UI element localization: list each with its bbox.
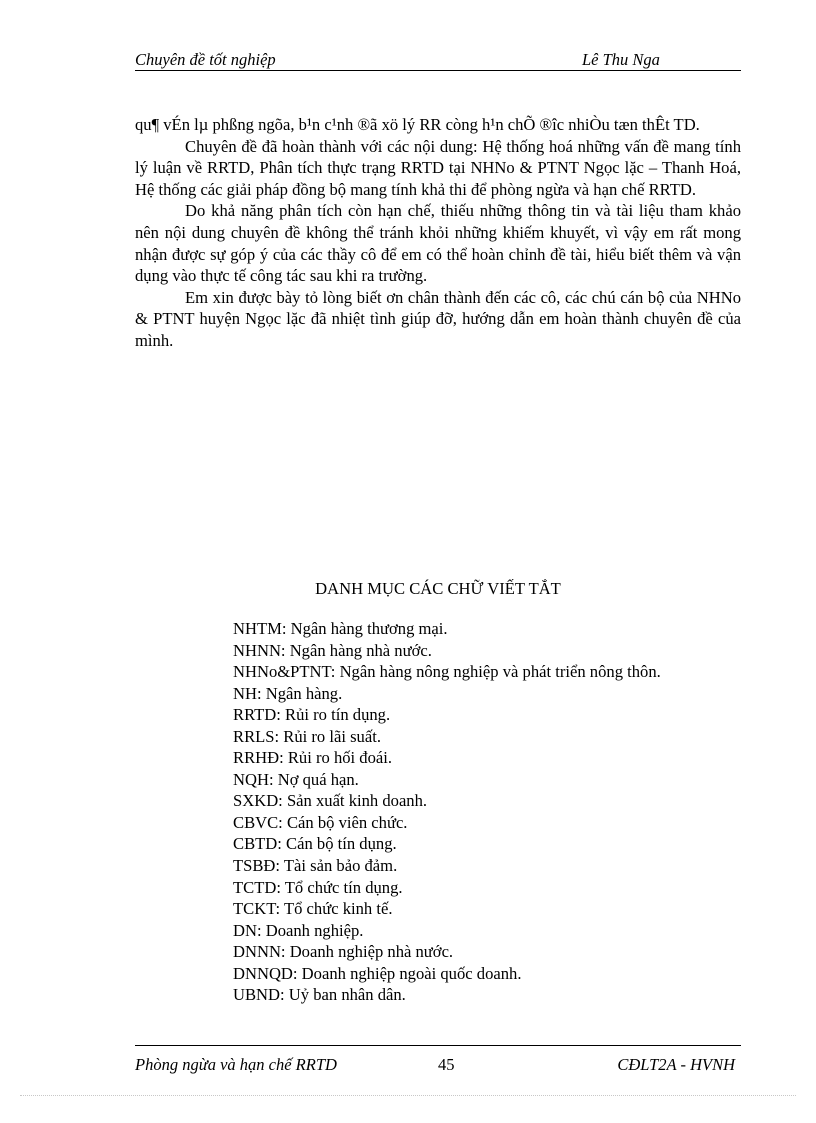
- abbreviation-item: TCTD: Tổ chức tín dụng.: [233, 877, 403, 897]
- abbreviation-item: RRTD: Rủi ro tín dụng.: [233, 705, 391, 725]
- abbreviation-item: SXKD: Sản xuất kinh doanh.: [233, 791, 428, 811]
- abbreviation-item: TSBĐ: Tài sản bảo đảm.: [233, 856, 398, 876]
- body-text: [135, 114, 741, 352]
- paragraph-4: Em xin được bày tỏ lòng biết ơn chân thành đến các cô, các chú cán bộ của NHNo & PTNT huyện Ngọc lặc đã nhiệt tình giúp đỡ, hướng dẫn em hoàn thành chuyên đề của mình.: [135, 287, 741, 350]
- abbreviation-item: RRHĐ: Rủi ro hối đoái.: [233, 748, 393, 768]
- paragraph-2: Chuyên đề đã hoàn thành với các nội dung: Hệ thống hoá những vấn đề mang tính lý luận về RRTD, Phân tích thực trạng RRTD tại NHNo & PTNT Ngọc lặc – Thanh Hoá, Hệ thống các giải pháp đồng bộ mang tính khả thi để phòng ngừa và hạn chế RRTD.: [135, 136, 741, 199]
- paragraph-1: qu¶ vÉn lµ phßng ngõa, b¹n c¹nh ®ã xö lý RR còng h¹n chÕ ®îc nhiÒu tæn thÊt TD.: [135, 115, 700, 134]
- footer-class: CĐLT2A - HVNH: [617, 1055, 735, 1074]
- abbreviation-item: RRLS: Rủi ro lãi suất.: [233, 726, 381, 746]
- page-boundary-divider: [20, 1095, 796, 1096]
- abbreviation-item: NHNo&PTNT: Ngân hàng nông nghiệp và phát triển nông thôn.: [233, 662, 661, 682]
- abbreviation-item: NHTM: Ngân hàng thương mại.: [233, 619, 448, 638]
- footer-topic: Phòng ngừa và hạn chế RRTD: [135, 1055, 337, 1074]
- page-footer: [135, 1045, 741, 1076]
- abbreviations-title: DANH MỤC CÁC CHỮ VIẾT TẮT: [315, 579, 561, 598]
- abbreviation-item: DNNN: Doanh nghiệp nhà nước.: [233, 942, 454, 962]
- abbreviation-item: NHNN: Ngân hàng nhà nước.: [233, 640, 432, 660]
- abbreviation-item: DNNQD: Doanh nghiệp ngoài quốc doanh.: [233, 963, 522, 983]
- header-author: Lê Thu Nga: [582, 50, 660, 69]
- abbreviation-item: UBND: Uỷ ban nhân dân.: [233, 985, 406, 1005]
- page-number: 45: [438, 1055, 455, 1074]
- abbreviation-item: CBTD: Cán bộ tín dụng.: [233, 834, 397, 854]
- abbreviation-item: TCKT: Tổ chức kinh tế.: [233, 899, 393, 919]
- abbreviation-item: DN: Doanh nghiệp.: [233, 920, 364, 940]
- abbreviation-item: NQH: Nợ quá hạn.: [233, 769, 359, 789]
- abbreviation-item: CBVC: Cán bộ viên chức.: [233, 812, 408, 832]
- header-title: Chuyên đề tốt nghiệp: [135, 50, 276, 69]
- paragraph-3: Do khả năng phân tích còn hạn chế, thiếu những thông tin và tài liệu tham khảo nên nội dung chuyên đề không thể tránh khỏi những khiếm khuyết, vì vậy em rất mong nhận được sự góp ý của các thầy cô để em có thể hoàn chỉnh đề tài, hiểu biết thêm và vận dụng vào thực tế công tác sau khi ra trường.: [135, 201, 741, 286]
- abbreviations-list: [233, 618, 741, 1006]
- abbreviation-item: NH: Ngân hàng.: [233, 683, 343, 703]
- page-header: [135, 50, 741, 71]
